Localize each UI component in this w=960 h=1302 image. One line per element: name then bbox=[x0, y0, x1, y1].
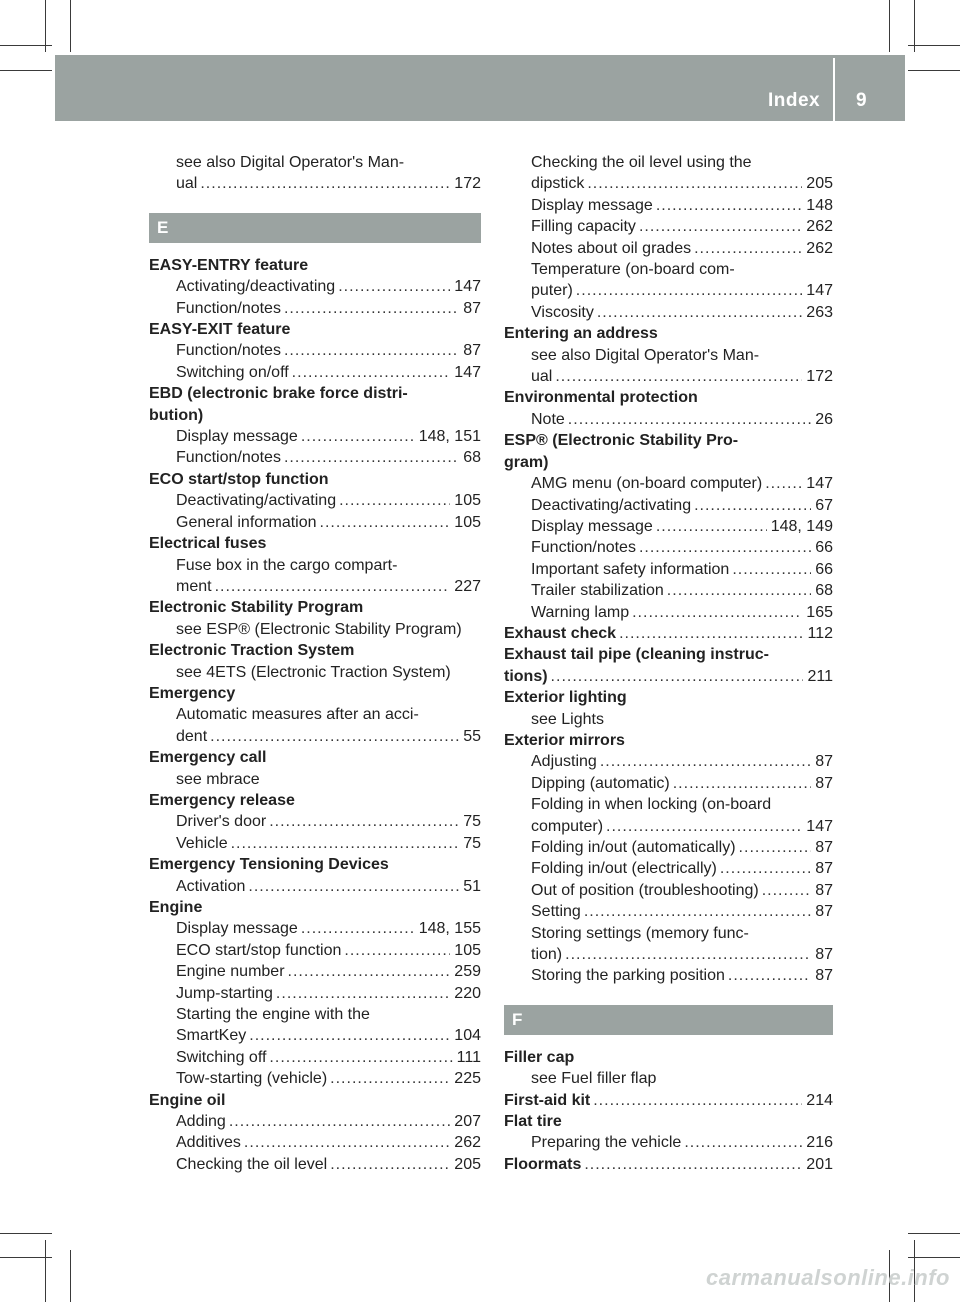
leader-dots bbox=[244, 1132, 450, 1153]
entry-label: Notes about oil grades bbox=[531, 239, 692, 257]
page-reference: 68 bbox=[463, 449, 481, 467]
leader-dots bbox=[694, 238, 802, 259]
entry-label: Viscosity bbox=[531, 303, 594, 321]
index-heading: Emergency Tensioning Devices bbox=[149, 856, 389, 874]
leader-dots bbox=[292, 362, 451, 383]
leader-dots bbox=[728, 965, 811, 986]
index-subentry bbox=[149, 490, 481, 511]
leader-dots bbox=[587, 173, 802, 194]
leader-dots bbox=[276, 983, 450, 1004]
leader-dots bbox=[249, 1025, 450, 1046]
index-subentry bbox=[504, 965, 833, 986]
entry-label: Function/notes bbox=[176, 342, 281, 360]
index-heading: Electrical fuses bbox=[149, 535, 267, 553]
entry-label: dipstick bbox=[531, 175, 585, 193]
index-heading: Entering an address bbox=[504, 325, 658, 343]
watermark: carmanualsonline.info bbox=[706, 1265, 950, 1290]
entry-label: ual bbox=[176, 175, 198, 193]
leader-dots bbox=[600, 751, 811, 772]
leader-dots bbox=[606, 816, 802, 837]
page-reference: 216 bbox=[806, 1134, 833, 1152]
entry-label: Dipping (automatic) bbox=[531, 774, 670, 792]
entry-label: Tow-starting (vehicle) bbox=[176, 1070, 328, 1088]
leader-dots bbox=[210, 726, 459, 747]
leader-dots bbox=[684, 1132, 802, 1153]
index-subentry bbox=[149, 426, 481, 447]
leader-dots bbox=[584, 901, 811, 922]
index-subentry: Fuse box in the cargo compart- bbox=[176, 556, 398, 574]
crop-mark bbox=[908, 1257, 960, 1258]
index-heading: Exhaust tail pipe (cleaning instruc- bbox=[504, 646, 769, 664]
leader-dots bbox=[284, 340, 459, 361]
leader-dots bbox=[584, 1154, 802, 1175]
entry-label: Adjusting bbox=[531, 753, 597, 771]
leader-dots bbox=[288, 961, 451, 982]
entry-label: tion) bbox=[531, 946, 563, 964]
entry-label: Deactivating/activating bbox=[531, 496, 692, 514]
page-reference: 66 bbox=[815, 560, 833, 578]
leader-dots bbox=[301, 426, 415, 447]
page-reference: 205 bbox=[454, 1155, 481, 1173]
index-heading: ESP® (Electronic Stability Pro- bbox=[504, 432, 739, 450]
page-reference: 172 bbox=[454, 175, 481, 193]
index-subentry: see also Digital Operator's Man- bbox=[531, 346, 760, 364]
index-subentry bbox=[504, 901, 833, 922]
index-subentry bbox=[504, 580, 833, 601]
entry-label: Activation bbox=[176, 877, 246, 895]
index-subentry bbox=[149, 983, 481, 1004]
index-heading: Emergency release bbox=[149, 791, 295, 809]
index-subentry bbox=[504, 302, 833, 323]
page-reference: 147 bbox=[454, 278, 481, 296]
leader-dots bbox=[284, 447, 459, 468]
page-reference: 148, 155 bbox=[418, 920, 481, 938]
entry-label: Warning lamp bbox=[531, 603, 630, 621]
leader-dots bbox=[229, 1111, 450, 1132]
index-subentry: Automatic measures after an acci- bbox=[176, 706, 419, 724]
crop-mark bbox=[0, 1233, 52, 1234]
leader-dots bbox=[330, 1154, 450, 1175]
index-subentry bbox=[149, 1154, 481, 1175]
leader-dots bbox=[619, 623, 803, 644]
page-reference: 75 bbox=[463, 813, 481, 831]
entry-label: Additives bbox=[176, 1134, 241, 1152]
entry-label: puter) bbox=[531, 282, 573, 300]
entry-label: Engine number bbox=[176, 963, 285, 981]
leader-dots bbox=[720, 858, 811, 879]
page-number: 9 bbox=[856, 90, 867, 111]
section-letter: F bbox=[504, 1005, 833, 1035]
entry-label: Switching off bbox=[176, 1048, 267, 1066]
index-subentry bbox=[149, 1047, 481, 1068]
page-reference: 263 bbox=[806, 303, 833, 321]
leader-dots bbox=[694, 495, 811, 516]
page-title: Index bbox=[768, 90, 821, 111]
leader-dots bbox=[269, 811, 459, 832]
page-reference: 147 bbox=[806, 475, 833, 493]
index-heading: Emergency bbox=[149, 684, 236, 702]
page-reference: 148, 151 bbox=[418, 428, 481, 446]
index-heading: Emergency call bbox=[149, 749, 267, 767]
entry-label: Function/notes bbox=[531, 539, 636, 557]
index-subentry bbox=[149, 1132, 481, 1153]
leader-dots bbox=[330, 1068, 450, 1089]
index-subentry: Temperature (on-board com- bbox=[531, 261, 735, 279]
index-heading bbox=[504, 1090, 833, 1111]
index-heading: Engine bbox=[149, 899, 203, 916]
page-reference: 148, 149 bbox=[770, 517, 833, 535]
page-reference: 105 bbox=[454, 492, 481, 510]
leader-dots bbox=[301, 918, 415, 939]
entry-label: Folding in/out (electrically) bbox=[531, 860, 717, 878]
index-subentry bbox=[149, 811, 481, 832]
page-reference: 148 bbox=[806, 196, 833, 214]
index-subentry: Folding in when locking (on-board bbox=[531, 796, 772, 814]
page-reference: 87 bbox=[815, 946, 833, 964]
index-subentry bbox=[149, 173, 481, 194]
entry-label: ment bbox=[176, 577, 212, 595]
entry-label: Important safety information bbox=[531, 560, 730, 578]
leader-dots bbox=[269, 1047, 452, 1068]
page-reference: 259 bbox=[454, 963, 481, 981]
crop-mark bbox=[908, 1233, 960, 1234]
crop-mark bbox=[908, 70, 960, 71]
page-reference: 111 bbox=[456, 1048, 481, 1066]
leader-dots bbox=[732, 559, 811, 580]
page-reference: 165 bbox=[806, 603, 833, 621]
index-subentry bbox=[504, 216, 833, 237]
entry-label: Switching on/off bbox=[176, 363, 289, 381]
page-reference: 51 bbox=[463, 877, 481, 895]
entry-label: Display message bbox=[531, 517, 653, 535]
page-reference: 211 bbox=[807, 667, 833, 685]
page-reference: 172 bbox=[806, 368, 833, 386]
leader-dots bbox=[339, 490, 450, 511]
index-heading: EASY-ENTRY feature bbox=[149, 256, 309, 274]
index-column-left bbox=[149, 152, 481, 1175]
entry-label: Setting bbox=[531, 903, 581, 921]
index-subentry bbox=[149, 276, 481, 297]
crop-mark bbox=[45, 0, 46, 52]
entry-label: Function/notes bbox=[176, 449, 281, 467]
page-reference: 67 bbox=[815, 496, 833, 514]
entry-label: computer) bbox=[531, 817, 604, 835]
index-subentry: Storing settings (memory func- bbox=[531, 924, 749, 942]
entry-label: Function/notes bbox=[176, 299, 281, 317]
entry-label: Trailer stabilization bbox=[531, 582, 664, 600]
leader-dots bbox=[656, 516, 767, 537]
index-subentry bbox=[149, 1025, 481, 1046]
page-reference: 214 bbox=[806, 1091, 833, 1109]
index-heading: Exterior lighting bbox=[504, 689, 627, 707]
entry-label: Deactivating/activating bbox=[176, 492, 337, 510]
leader-dots bbox=[248, 876, 459, 897]
page-reference: 68 bbox=[815, 582, 833, 600]
index-subentry: see Fuel filler flap bbox=[531, 1070, 657, 1088]
page-reference: 66 bbox=[815, 539, 833, 557]
index-subentry bbox=[504, 816, 833, 837]
leader-dots bbox=[673, 773, 811, 794]
index-heading: Filler cap bbox=[504, 1048, 575, 1066]
index-subentry bbox=[504, 773, 833, 794]
index-heading: Engine oil bbox=[149, 1091, 226, 1109]
section-letter: E bbox=[149, 213, 481, 243]
index-subentry bbox=[504, 238, 833, 259]
entry-label: Display message bbox=[176, 428, 298, 446]
entry-label: ECO start/stop function bbox=[176, 941, 342, 959]
leader-dots bbox=[320, 512, 451, 533]
leader-dots bbox=[344, 940, 450, 961]
leader-dots bbox=[284, 298, 459, 319]
index-subentry bbox=[504, 280, 833, 301]
leader-dots bbox=[565, 944, 811, 965]
page-reference: 87 bbox=[815, 774, 833, 792]
leader-dots bbox=[231, 833, 460, 854]
page-reference: 87 bbox=[815, 839, 833, 856]
page-reference: 87 bbox=[463, 299, 481, 317]
leader-dots bbox=[597, 302, 802, 323]
entry-label: Adding bbox=[176, 1113, 226, 1131]
leader-dots bbox=[656, 195, 802, 216]
leader-dots bbox=[555, 366, 802, 387]
index-subentry bbox=[504, 495, 833, 516]
leader-dots bbox=[765, 473, 802, 494]
page-reference: 147 bbox=[806, 282, 833, 300]
index-subentry bbox=[504, 173, 833, 194]
entry-label: tions) bbox=[504, 667, 548, 685]
page-reference: 105 bbox=[454, 513, 481, 531]
page-reference: 262 bbox=[806, 239, 833, 257]
index-heading: Exterior mirrors bbox=[504, 731, 625, 749]
entry-label: Activating/deactivating bbox=[176, 278, 336, 296]
index-heading: ECO start/stop function bbox=[149, 470, 329, 488]
index-subentry bbox=[149, 726, 481, 747]
index-subentry bbox=[149, 362, 481, 383]
entry-label: Floormats bbox=[504, 1155, 582, 1173]
page-reference: 262 bbox=[806, 218, 833, 236]
index-subentry bbox=[504, 858, 833, 879]
index-subentry bbox=[504, 409, 833, 430]
entry-label: ual bbox=[531, 368, 553, 386]
index-subentry bbox=[504, 944, 833, 965]
page-reference: 87 bbox=[815, 903, 833, 921]
entry-label: Display message bbox=[531, 196, 653, 214]
index-subentry bbox=[149, 918, 481, 939]
index-subentry bbox=[149, 876, 481, 897]
index-subentry bbox=[504, 537, 833, 558]
index-subentry: see Lights bbox=[531, 710, 604, 728]
entry-label: First-aid kit bbox=[504, 1091, 591, 1109]
index-subentry: see also Digital Operator's Man- bbox=[176, 154, 405, 171]
index-subentry bbox=[504, 880, 833, 901]
page-reference: 225 bbox=[454, 1070, 481, 1088]
index-heading: Electronic Traction System bbox=[149, 642, 355, 660]
leader-dots bbox=[639, 216, 802, 237]
index-heading: gram) bbox=[504, 453, 549, 471]
index-subentry bbox=[149, 576, 481, 597]
page-reference: 112 bbox=[807, 624, 833, 642]
entry-label: Vehicle bbox=[176, 834, 228, 852]
index-subentry bbox=[149, 940, 481, 961]
index-subentry bbox=[504, 516, 833, 537]
index-heading bbox=[504, 1154, 833, 1175]
page-reference: 75 bbox=[463, 834, 481, 852]
index-heading bbox=[504, 623, 833, 644]
entry-label: Checking the oil level bbox=[176, 1155, 328, 1173]
index-subentry bbox=[504, 195, 833, 216]
page-reference: 207 bbox=[454, 1113, 481, 1131]
page-reference: 201 bbox=[806, 1155, 833, 1173]
page-reference: 55 bbox=[463, 727, 481, 745]
leader-dots bbox=[215, 576, 451, 597]
entry-label: General information bbox=[176, 513, 317, 531]
entry-label: dent bbox=[176, 727, 208, 745]
crop-mark bbox=[0, 70, 52, 71]
entry-label: Note bbox=[531, 410, 565, 428]
page-reference: 227 bbox=[454, 577, 481, 595]
index-subentry bbox=[149, 1068, 481, 1089]
index-heading: Electronic Stability Program bbox=[149, 599, 364, 617]
index-subentry bbox=[504, 837, 833, 858]
header-divider bbox=[833, 58, 835, 121]
page-reference: 205 bbox=[806, 175, 833, 193]
leader-dots bbox=[667, 580, 811, 601]
page-reference: 147 bbox=[806, 817, 833, 835]
index-column-right bbox=[504, 152, 833, 1175]
entry-label: Display message bbox=[176, 920, 298, 938]
crop-mark bbox=[70, 0, 71, 52]
index-subentry bbox=[149, 961, 481, 982]
index-subentry bbox=[149, 447, 481, 468]
index-subentry bbox=[149, 1111, 481, 1132]
crop-mark bbox=[889, 0, 890, 52]
page-reference: 105 bbox=[454, 941, 481, 959]
entry-label: Folding in/out (automatically) bbox=[531, 839, 736, 856]
leader-dots bbox=[338, 276, 450, 297]
index-subentry bbox=[149, 298, 481, 319]
index-heading: Flat tire bbox=[504, 1113, 562, 1131]
index-subentry bbox=[504, 366, 833, 387]
page-reference: 87 bbox=[815, 967, 833, 985]
entry-label: Jump-starting bbox=[176, 984, 273, 1002]
leader-dots bbox=[551, 666, 804, 687]
page-reference: 220 bbox=[454, 984, 481, 1002]
leader-dots bbox=[739, 837, 812, 858]
leader-dots bbox=[568, 409, 811, 430]
leader-dots bbox=[632, 602, 802, 623]
page-reference: 87 bbox=[815, 753, 833, 771]
entry-label: Driver's door bbox=[176, 813, 267, 831]
index-heading: bution) bbox=[149, 406, 204, 424]
entry-label: Exhaust check bbox=[504, 624, 617, 642]
leader-dots bbox=[762, 880, 812, 901]
index-heading: Environmental protection bbox=[504, 389, 698, 407]
index-subentry bbox=[149, 833, 481, 854]
index-heading bbox=[504, 666, 833, 687]
index-heading: EBD (electronic brake force distri- bbox=[149, 385, 408, 403]
page-reference: 262 bbox=[454, 1134, 481, 1152]
entry-label: Out of position (troubleshooting) bbox=[531, 881, 759, 899]
leader-dots bbox=[576, 280, 803, 301]
index-subentry bbox=[504, 473, 833, 494]
index-subentry bbox=[504, 751, 833, 772]
index-subentry bbox=[504, 602, 833, 623]
entry-label: Storing the parking position bbox=[531, 967, 725, 985]
leader-dots bbox=[593, 1090, 802, 1111]
page-reference: 104 bbox=[454, 1027, 481, 1045]
index-subentry bbox=[149, 340, 481, 361]
page-reference: 87 bbox=[815, 881, 833, 899]
page-reference: 26 bbox=[815, 410, 833, 428]
crop-mark bbox=[914, 0, 915, 52]
leader-dots bbox=[639, 537, 811, 558]
page-reference: 147 bbox=[454, 363, 481, 381]
index-subentry: see 4ETS (Electronic Traction System) bbox=[176, 663, 451, 681]
index-subentry: see ESP® (Electronic Stability Program) bbox=[176, 620, 462, 638]
index-subentry: Checking the oil level using the bbox=[531, 154, 752, 171]
page-reference: 87 bbox=[463, 342, 481, 360]
index-subentry: see mbrace bbox=[176, 770, 260, 788]
page-reference: 87 bbox=[815, 860, 833, 878]
leader-dots bbox=[200, 173, 450, 194]
index-subentry bbox=[504, 1132, 833, 1153]
entry-label: AMG menu (on-board computer) bbox=[531, 475, 763, 493]
index-subentry: Starting the engine with the bbox=[176, 1006, 370, 1024]
entry-label: SmartKey bbox=[176, 1027, 247, 1045]
index-heading: EASY-EXIT feature bbox=[149, 321, 291, 339]
index-subentry bbox=[504, 559, 833, 580]
entry-label: Preparing the vehicle bbox=[531, 1134, 682, 1152]
index-subentry bbox=[149, 512, 481, 533]
crop-mark bbox=[908, 45, 960, 46]
entry-label: Filling capacity bbox=[531, 218, 636, 236]
